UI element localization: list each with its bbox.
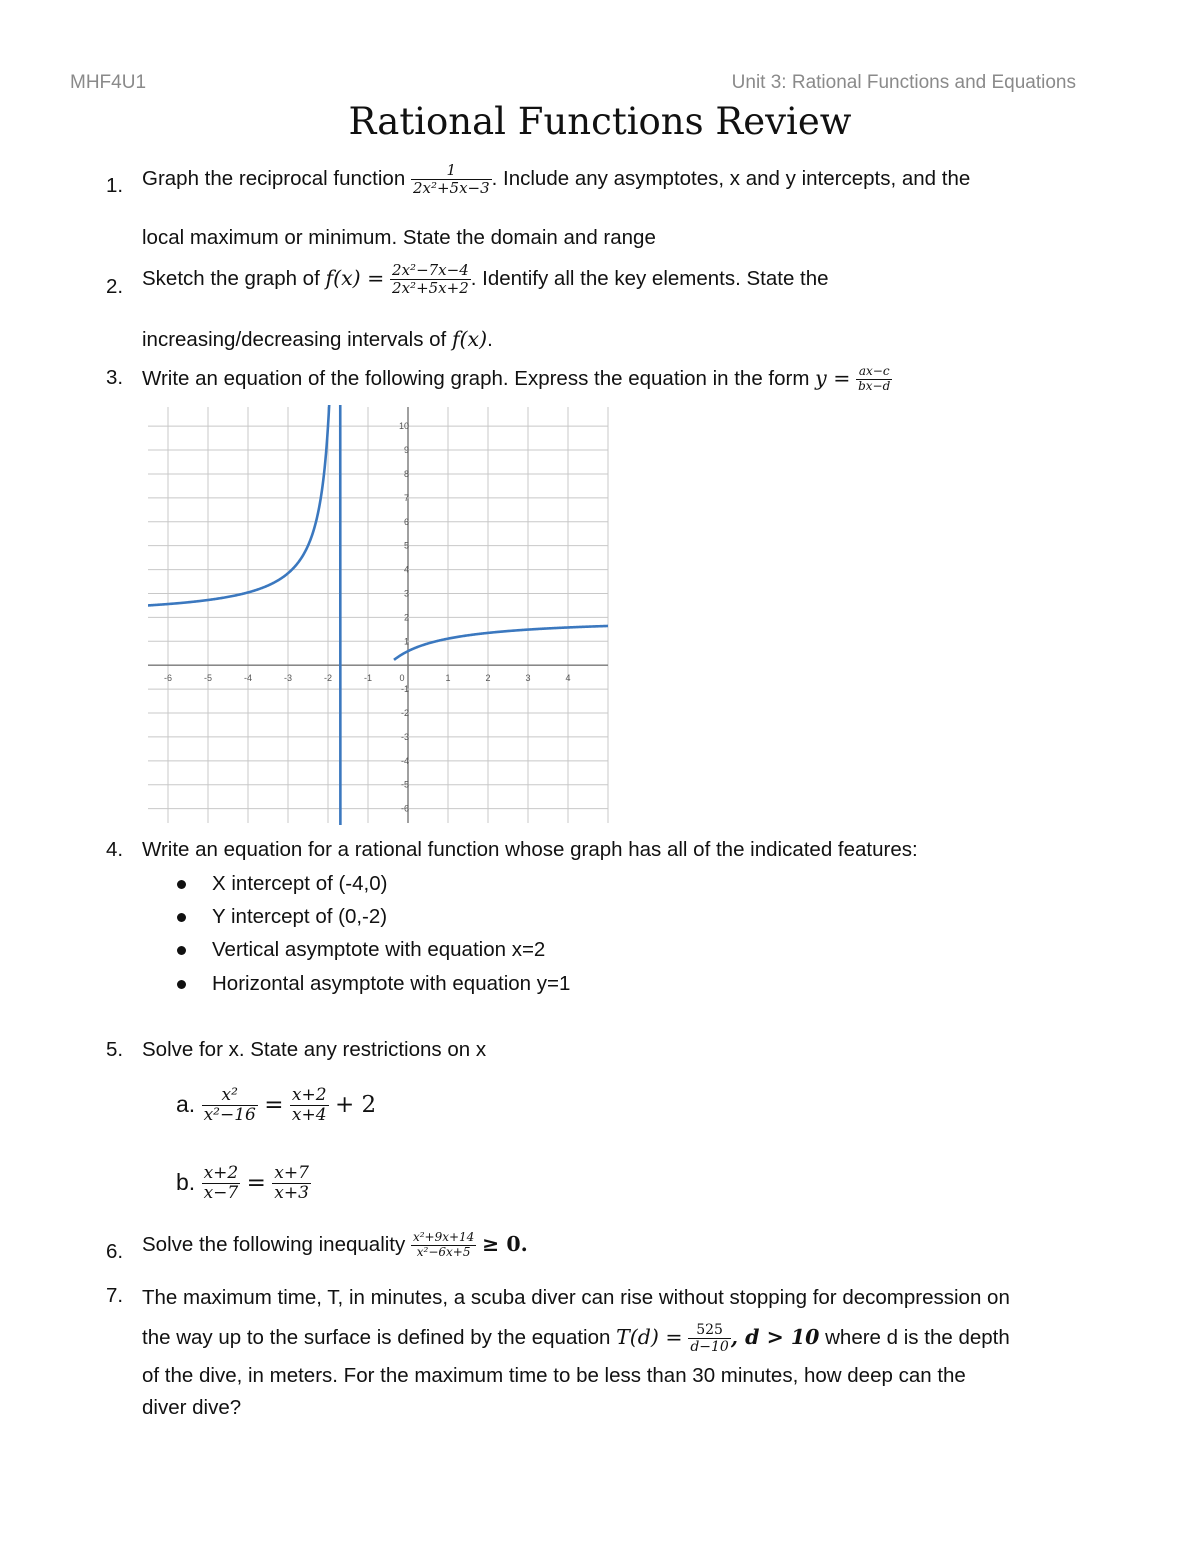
q7-line3: of the dive, in meters. For the maximum time to be less than 30 minutes, how deep can the	[142, 1364, 966, 1387]
q2-text-c: increasing/decreasing intervals of	[142, 328, 447, 351]
q3-frac-den: bx−d	[858, 379, 891, 394]
q3-frac-num: ax−c	[856, 365, 892, 380]
q5a-rden: x+4	[291, 1105, 327, 1126]
q6-tail: ≥ 0.	[482, 1232, 528, 1256]
q1-text-b: . Include any asymptotes, x and y intercepts, and the	[491, 167, 971, 191]
q4-bullet-4: Horizontal asymptote with equation y=1	[212, 972, 571, 995]
q4-bullet-2: Y intercept of (0,-2)	[212, 905, 388, 928]
x-tick-label: -2	[323, 673, 333, 684]
q2-line1	[142, 262, 829, 298]
y-tick-label: -4	[400, 755, 409, 766]
q5a-lden: x²−16	[203, 1105, 256, 1126]
q5a-label: a.	[176, 1091, 196, 1117]
q4-bullet-3: Vertical asymptote with equation x=2	[212, 938, 546, 961]
q5a-left-fraction	[202, 1086, 258, 1126]
y-tick-label: -6	[400, 803, 409, 814]
q3-line1	[142, 364, 892, 394]
q4-bullet-dot	[177, 913, 186, 922]
x-tick-label: -1	[363, 673, 373, 684]
q5b-lnum: x+2	[203, 1162, 239, 1183]
unit-title: Unit 3: Rational Functions and Equations	[731, 72, 1076, 93]
q5b-rnum: x+7	[274, 1162, 309, 1183]
q1-number: 1.	[106, 174, 124, 197]
q7-line4: diver dive?	[142, 1396, 242, 1419]
q2-line2	[142, 325, 493, 354]
y-tick-label: 3	[403, 588, 409, 599]
y-tick-label: 10	[398, 421, 409, 432]
x-tick-label: 1	[445, 673, 451, 684]
q5a-tail: + 2	[334, 1092, 377, 1118]
q5b-eq: =	[246, 1170, 266, 1196]
y-tick-label: 7	[403, 492, 409, 503]
q5a-rnum: x+2	[291, 1084, 327, 1105]
q4-number: 4.	[106, 838, 124, 861]
y-tick-label: 9	[403, 445, 409, 456]
q5b-label: b.	[176, 1169, 196, 1195]
q1-line1	[142, 162, 970, 198]
y-tick-label: 6	[403, 516, 409, 527]
y-tick-label: -5	[400, 779, 409, 790]
q6-number: 6.	[106, 1240, 124, 1263]
x-tick-label: -5	[203, 673, 213, 684]
rational-function-graph	[130, 405, 612, 825]
q6-line	[142, 1230, 528, 1260]
course-code: MHF4U1	[70, 72, 147, 93]
x-tick-label: 4	[565, 673, 571, 684]
x-tick-label: -3	[283, 673, 293, 684]
q6-text: Solve the following inequality	[142, 1233, 406, 1256]
q1-frac-den: 2x²+5x−3	[412, 179, 490, 198]
y-tick-label: -3	[400, 731, 409, 742]
q2-frac-num: 2x²−7x−4	[392, 261, 469, 279]
q7-line2c: where d is the depth	[825, 1326, 1010, 1349]
q6-fraction	[411, 1231, 476, 1260]
y-tick-label: -2	[400, 708, 409, 719]
q7-frac-den: d−10	[690, 1339, 729, 1356]
q7-fraction	[688, 1322, 731, 1355]
q7-cond: , d > 10	[730, 1325, 820, 1349]
q5-number: 5.	[106, 1038, 124, 1061]
x-tick-label: 0	[399, 673, 405, 684]
q5b-rden: x+3	[274, 1183, 309, 1204]
q2-text-a: Sketch the graph of	[142, 267, 320, 291]
x-tick-label: 3	[525, 673, 531, 684]
q5a-lnum: x²	[202, 1086, 258, 1107]
q4-bullet-dot	[177, 980, 186, 989]
y-tick-label: 5	[403, 540, 409, 551]
q7-frac-num: 525	[688, 1322, 731, 1339]
q5a-eq: =	[264, 1092, 284, 1118]
q5b-left-fraction	[202, 1164, 241, 1204]
y-tick-label: 4	[403, 564, 409, 575]
q2-number: 2.	[106, 275, 124, 298]
q5b-right-fraction	[272, 1164, 311, 1204]
q1-frac-num: 1	[411, 162, 492, 180]
page-title: Rational Functions Review	[348, 100, 852, 143]
q3-yeq: y =	[815, 366, 851, 390]
q2-text-b: . Identify all the key elements. State the	[470, 267, 829, 291]
q7-line2	[142, 1314, 1010, 1361]
q5a-equation	[176, 1080, 376, 1129]
y-tick-label: -1	[400, 684, 409, 695]
q3-number: 3.	[106, 366, 124, 389]
q2-frac-den: 2x²+5x+2	[392, 279, 469, 298]
y-tick-label: 2	[403, 612, 409, 623]
x-tick-label: -6	[163, 673, 173, 684]
q7-line1: The maximum time, T, in minutes, a scuba diver can rise without stopping for decompression on	[142, 1286, 1010, 1309]
q5-text: Solve for x. State any restrictions on x	[142, 1038, 487, 1061]
q5b-equation	[176, 1158, 311, 1207]
q6-frac-den: x²−6x+5	[416, 1245, 471, 1260]
q4-bullet-1: X intercept of (-4,0)	[212, 872, 388, 895]
x-tick-label: -4	[243, 673, 253, 684]
q1-text-a: Graph the reciprocal function	[142, 167, 406, 191]
q1-line2: local maximum or minimum. State the domain and range	[142, 226, 656, 249]
q4-bullet-dot	[177, 880, 186, 889]
q5a-right-fraction	[290, 1086, 329, 1126]
q5b-lden: x−7	[203, 1183, 239, 1204]
q2-fx: f(x) =	[325, 266, 385, 291]
q7-number: 7.	[106, 1284, 124, 1307]
q1-fraction	[411, 162, 492, 198]
q4-bullet-dot	[177, 946, 186, 955]
y-tick-label: 8	[403, 468, 409, 479]
q6-frac-num: x²+9x+14	[412, 1230, 475, 1245]
q7-td: T(d) =	[616, 1325, 683, 1349]
x-tick-label: 2	[485, 673, 491, 684]
q2-fx2: f(x)	[451, 327, 488, 351]
q2-fraction	[390, 262, 471, 298]
q2-period: .	[487, 328, 493, 351]
q4-text: Write an equation for a rational function whose graph has all of the indicated features:	[142, 838, 918, 861]
curve-right-branch	[394, 626, 608, 660]
y-tick-label: 1	[403, 636, 409, 647]
q3-fraction	[856, 365, 892, 394]
q7-line2a: the way up to the surface is defined by the equation	[142, 1326, 611, 1349]
q3-text: Write an equation of the following graph. Express the equation in the form	[142, 367, 810, 390]
